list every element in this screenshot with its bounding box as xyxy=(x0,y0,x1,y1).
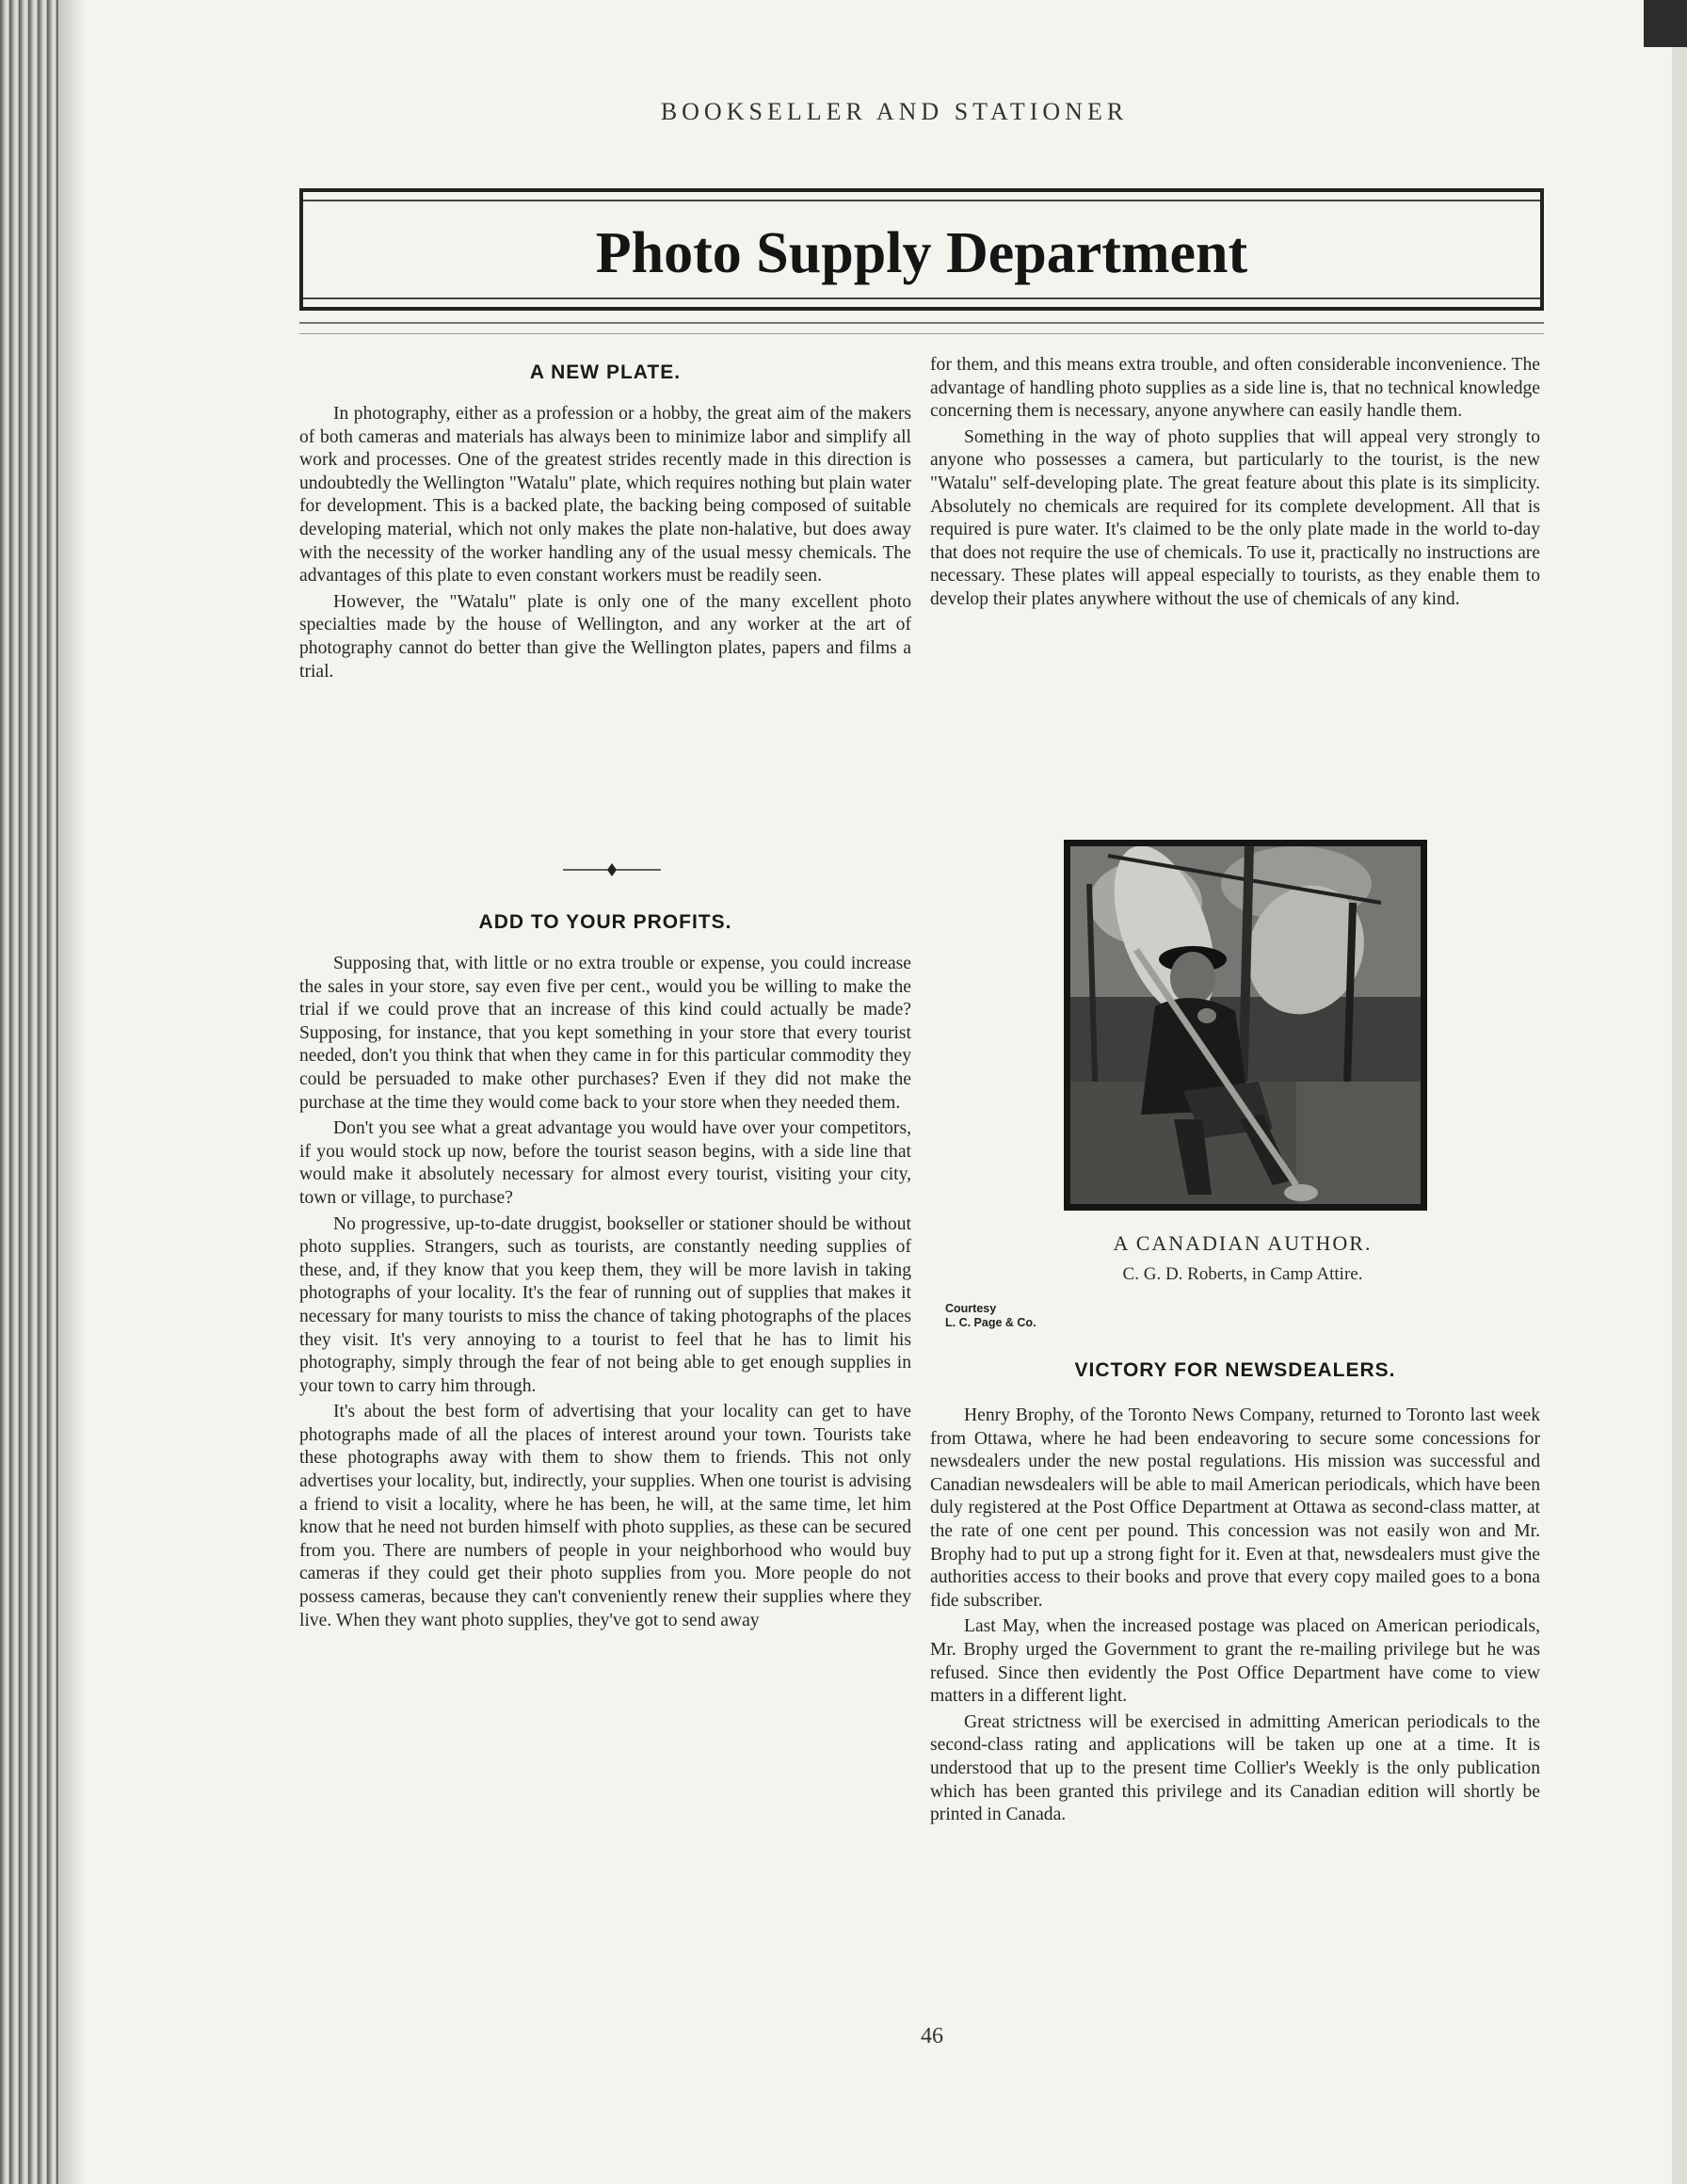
author-photograph xyxy=(1064,840,1427,1211)
photo-credit xyxy=(945,1302,1096,1330)
article-victory-for-newsdealers xyxy=(930,1405,1540,1830)
heading-victory-for-newsdealers: VICTORY FOR NEWSDEALERS. xyxy=(1074,1359,1396,1381)
page-edge xyxy=(1672,47,1687,2184)
paragraph: In photography, either as a profession or a hobby, the great aim of the makers of both cameras and materials has always been to minimize labor and simplify all work and processes. One of the greatest strides recently made in this direction is undoubtedly the Wellington "Watalu" plate, which requires nothing but plain water for development. This is a backed plate, the backing being composed of suitable developing material, which not only makes the plate non-halative, but does away with the necessity of the worker handling any of the usual messy chemicals. The advantages of this plate to even constant workers must be readily seen. xyxy=(299,404,911,586)
paragraph: Henry Brophy, of the Toronto News Company, returned to Toronto last week from Ottawa, where he had been endeavoring to secure some concessions for newsdealers under the new postal regulations. His mission was successful and Canadian newsdealers will be able to mail American periodicals, which have been duly registered at the Post Office Department at Ottawa as second-class matter, at the rate of one cent per pound. This concession was not easily won and Mr. Brophy had to put up a strong fight for it. Even at that, newsdealers must give the authorities access to their books and prove that every copy mailed goes to a bona fide subscriber. xyxy=(930,1405,1540,1611)
page-number: 46 xyxy=(921,2024,943,2048)
article-new-plate xyxy=(299,403,911,686)
paragraph: However, the "Watalu" plate is only one of the many excellent photo specialties made by the house of Wellington, and any worker at the art of photography cannot do better than give the Wellington plates, papers and films a trial. xyxy=(299,591,911,682)
binding-shadow xyxy=(58,0,87,2184)
paragraph: Something in the way of photo supplies that will appeal very strongly to anyone who possesses a camera, but particularly to the tourist, is the new "Watalu" self-developing plate. The great feature about this plate is its simplicity. Absolutely no chemicals are required for its complete development. All that is required is pure water. It's claimed to be the only plate made in the world to-day that does not require the use of chemicals. To use it, practically no instructions are necessary. These plates will appeal especially to tourists, as they enable them to develop their plates anywhere without the use of chemicals of any kind. xyxy=(930,426,1540,609)
photo-caption-subtitle: C. G. D. Roberts, in Camp Attire. xyxy=(1122,1264,1363,1284)
title-underline xyxy=(299,322,1544,324)
paragraph: Last May, when the increased postage was placed on American periodicals, Mr. Brophy urged the Government to grant the re-mailing privilege but he was refused. Since then evidently the Post Office Department have come to view matters in a different light. xyxy=(930,1616,1540,1707)
title-rule-bottom xyxy=(303,297,1540,299)
photo-credit-source: L. C. Page & Co. xyxy=(945,1316,1036,1329)
paragraph: Supposing that, with little or no extra trouble or expense, you could increase the sales in your store, say even five per cent., would you be willing to make the trial if we could prove that an increase of this kind could actually be made? Supposing, for instance, that you kept something in your store that every tourist needed, don't you think that when they came in for this particular commodity they could be persuaded to make other purchases? Even if they did not make the purchase at the time they would come back to your store when they needed them. xyxy=(299,954,911,1113)
department-title: Photo Supply Department xyxy=(595,221,1248,285)
running-head: BOOKSELLER AND STATIONER xyxy=(660,98,1129,125)
article-add-to-profits xyxy=(299,953,911,1635)
department-title-box xyxy=(299,188,1544,311)
heading-add-to-profits: ADD TO YOUR PROFITS. xyxy=(478,911,732,933)
title-underline-thin xyxy=(299,333,1544,334)
paragraph: No progressive, up-to-date druggist, bookseller or stationer should be without photo supplies. Strangers, such as tourists, are constantly needing supplies of these, and, if they know that you keep them, they will be more lavish in taking photographs of your locality. It's the fear of running out of supplies that makes it necessary for many tourists to miss the chance of taking photographs of the places they visit. It's very annoying to a tourist to feel that he has to limit his photography, simply through the fear of not being able to get enough supplies in your town to carry him through. xyxy=(299,1213,911,1396)
scan-corner xyxy=(1644,0,1687,47)
paragraph: Don't you see what a great advantage you would have over your competitors, if you would stock up now, before the tourist season begins, with a side line that would make it absolutely necessary for almost every tourist, visiting your city, town or village, to purchase? xyxy=(299,1118,911,1208)
article-continuation xyxy=(930,354,1540,615)
heading-new-plate: A NEW PLATE. xyxy=(529,361,682,383)
paragraph: for them, and this means extra trouble, and often considerable inconvenience. The advantage of handling photo supplies as a side line is, that no technical knowledge concerning them is necessary, anyone anywhere can easily handle them. xyxy=(930,355,1540,422)
book-binding-edge xyxy=(0,0,58,2184)
section-divider-ornament xyxy=(563,860,661,879)
photograph-image xyxy=(1070,846,1421,1204)
paragraph: It's about the best form of advertising that your locality can get to have photographs made of all the places of interest around your town. Tourists take these photographs away with them to show them to friends. This not only advertises your locality, but, indirectly, your supplies. When one tourist is advising a friend to visit a locality, where he has been, he will, at the same time, let him know that he need not burden himself with photo supplies, as these can be secured from you. There are numbers of people in your neighborhood who would buy cameras if they could get their photo supplies from you. More people do not possess cameras, because they can't conveniently renew their supplies where they live. When they want photo supplies, they've got to send away xyxy=(299,1402,911,1630)
paragraph: Great strictness will be exercised in admitting American periodicals to the second-class rating and applications will be taken up one at a time. It is understood that up to the present time Collier's Weekly is the only publication which has been granted this privilege and its Canadian edition will shortly be printed in Canada. xyxy=(930,1711,1540,1825)
photo-caption-title: A CANADIAN AUTHOR. xyxy=(1113,1231,1373,1255)
title-rule-top xyxy=(303,200,1540,201)
photo-credit-label: Courtesy xyxy=(945,1302,997,1315)
